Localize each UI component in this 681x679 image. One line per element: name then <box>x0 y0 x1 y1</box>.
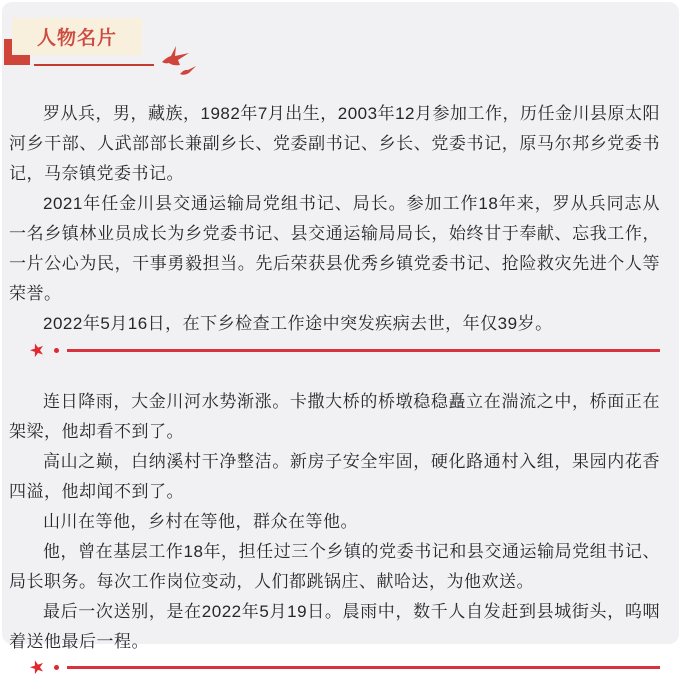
section-divider <box>26 337 660 363</box>
section-header <box>2 2 679 82</box>
doves-icon <box>158 44 200 80</box>
paragraph: 连日降雨，大金川河水势渐涨。卡撒大桥的桥墩稳稳矗立在湍流之中，桥面正在架梁，他却看不到了。 <box>9 392 660 441</box>
paragraph: 山川在等他，乡村在等他，群众在等他。 <box>43 512 358 531</box>
dot-icon <box>54 665 59 670</box>
paragraph: 高山之巅，白纳溪村干净整洁。新房子安全牢固，硬化路通村入组，果园内花香四溢，他却闻不到了。 <box>9 452 660 501</box>
paragraph: 他，曾在基层工作18年，担任过三个乡镇的党委书记和县交通运输局党组书记、局长职务。每次工作岗位变动，人们都跳锅庄、献哈达，为他欢送。 <box>9 542 660 591</box>
title-box <box>12 18 142 55</box>
profile-section <box>9 99 660 339</box>
paragraph: 最后一次送别，是在2022年5月19日。晨雨中，数千人自发赶到县城街头，呜咽着送他最后一程。 <box>9 602 660 651</box>
paragraph: 2022年5月16日，在下乡检查工作途中突发疾病去世，年仅39岁。 <box>43 314 553 333</box>
divider-line <box>67 349 660 352</box>
star-icon: ★ <box>26 337 48 363</box>
star-icon: ★ <box>26 654 48 679</box>
article-body <box>2 99 679 677</box>
section-divider <box>26 654 660 679</box>
red-corner-accent <box>4 55 30 65</box>
story-section <box>9 387 660 657</box>
dot-icon <box>54 348 59 353</box>
divider-line <box>67 666 660 669</box>
title-underline <box>34 64 154 66</box>
page-title: 人物名片 <box>36 28 117 49</box>
paragraph: 2021年任金川县交通运输局党组书记、局长。参加工作18年来，罗从兵同志从一名乡镇林业员成长为乡党委书记、县交通运输局局长，始终甘于奉献、忘我工作，一片公心为民，干事勇毅担当。先后荣获县优秀乡镇党委书记、抢险救灾先进个人等荣誉。 <box>9 194 660 303</box>
paragraph: 罗从兵，男，藏族，1982年7月出生，2003年12月参加工作，历任金川县原太阳河乡干部、人武部部长兼副乡长、党委副书记、乡长、党委书记，原马尔邦乡党委书记，马奈镇党委书记。 <box>9 104 660 183</box>
article-card <box>2 2 679 679</box>
